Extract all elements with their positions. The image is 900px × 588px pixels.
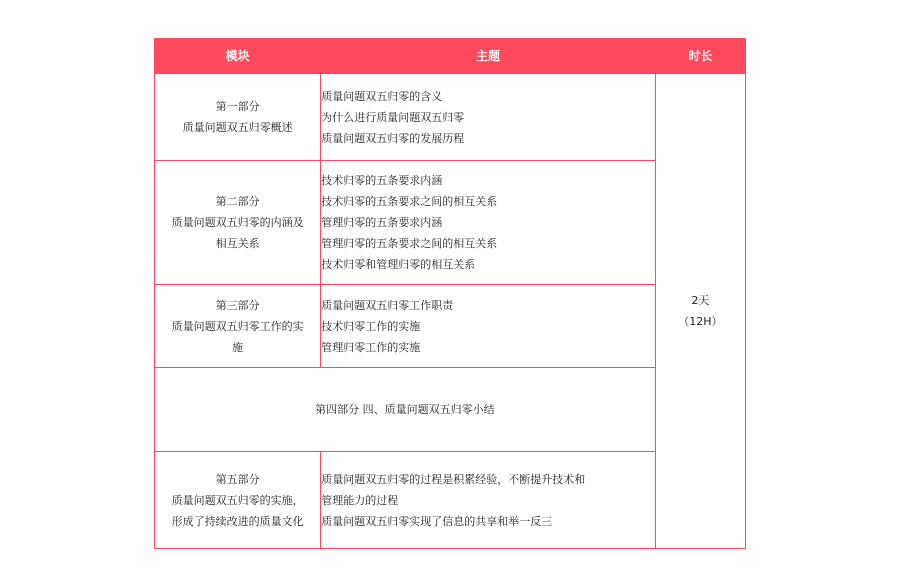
module-title: 形成了持续改进的质量文化 bbox=[171, 514, 304, 528]
module-part-label: 第五部分 bbox=[215, 472, 260, 486]
topic-cell bbox=[321, 74, 656, 161]
module-cell bbox=[155, 452, 321, 549]
duration-cell bbox=[655, 74, 745, 549]
topic-item: 质量问题双五归零的过程是积累经验，不断提升技术和 bbox=[321, 472, 586, 486]
module-title: 质量问题双五归零的实施， bbox=[171, 493, 304, 507]
module-title: 质量问题双五归零概述 bbox=[182, 121, 293, 134]
module-part-label: 第一部分 bbox=[215, 100, 260, 113]
table-header-row bbox=[155, 39, 746, 74]
duration-hours: （12H） bbox=[678, 315, 723, 328]
module-title: 相互关系 bbox=[215, 237, 260, 250]
table-row bbox=[155, 74, 746, 161]
module-title: 质量问题双五归零的内涵及 bbox=[171, 216, 304, 229]
topic-item: 技术归零的五条要求之间的相互关系 bbox=[321, 195, 498, 208]
topic-item: 质量问题双五归零实现了信息的共享和举一反三 bbox=[321, 514, 553, 528]
topic-item: 质量问题双五归零的发展历程 bbox=[321, 131, 465, 145]
module-part-label: 第二部分 bbox=[215, 195, 260, 208]
topic-cell bbox=[321, 452, 656, 549]
topic-item: 管理归零的五条要求之间的相互关系 bbox=[321, 237, 498, 250]
module-cell bbox=[155, 285, 321, 368]
module-cell bbox=[155, 161, 321, 285]
topic-item: 质量问题双五归零的含义 bbox=[321, 89, 443, 103]
module-title: 施 bbox=[232, 340, 244, 354]
header-topic: 主题 bbox=[321, 39, 656, 74]
course-schedule-table bbox=[154, 38, 746, 549]
topic-cell bbox=[321, 285, 656, 368]
duration-days: 2天 bbox=[691, 294, 710, 307]
topic-item: 技术归零和管理归零的相互关系 bbox=[321, 258, 476, 271]
topic-item: 质量问题双五归零工作职责 bbox=[321, 298, 454, 312]
module-title: 质量问题双五归零工作的实 bbox=[171, 319, 304, 333]
header-module: 模块 bbox=[155, 39, 321, 74]
topic-item: 管理归零的五条要求内涵 bbox=[321, 216, 443, 229]
module-cell bbox=[155, 74, 321, 161]
topic-item: 管理归零工作的实施 bbox=[321, 340, 421, 354]
topic-cell bbox=[321, 161, 656, 285]
module-part-label: 第三部分 bbox=[215, 298, 260, 312]
topic-item: 技术归零的五条要求内涵 bbox=[321, 174, 443, 187]
topic-item: 为什么进行质量问题双五归零 bbox=[321, 110, 465, 124]
header-duration: 时长 bbox=[655, 39, 745, 74]
topic-item: 技术归零工作的实施 bbox=[321, 319, 421, 333]
topic-item: 管理能力的过程 bbox=[321, 493, 399, 507]
summary-cell: 第四部分 四、质量问题双五归零小结 bbox=[155, 368, 656, 452]
